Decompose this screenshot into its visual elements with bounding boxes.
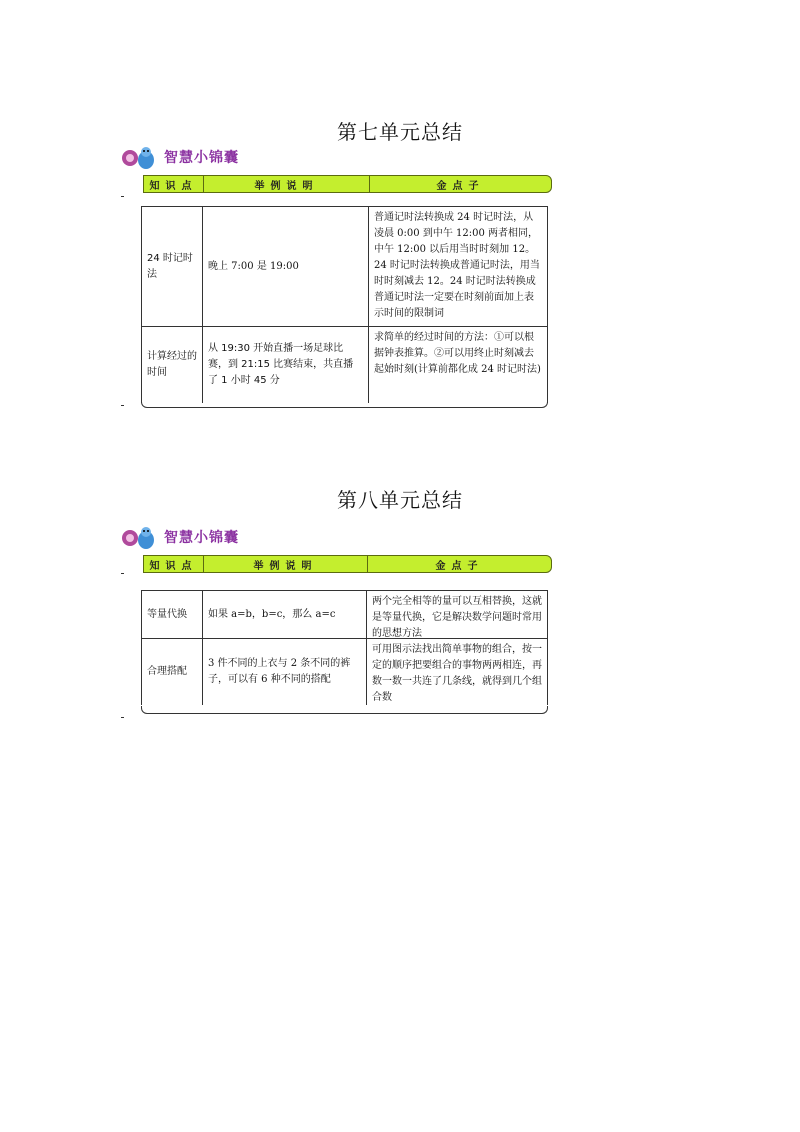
table-row	[142, 639, 547, 705]
table-header	[143, 555, 552, 573]
table-row	[142, 207, 547, 327]
summary-table	[141, 590, 548, 705]
cell-example: 3 件不同的上衣与 2 条不同的裤子，可以有 6 种不同的搭配	[203, 639, 367, 705]
cell-knowledge: 等量代换	[142, 591, 203, 638]
mascot-icon	[120, 144, 160, 170]
table-header	[143, 175, 552, 193]
logo	[120, 144, 239, 170]
divider	[121, 717, 124, 718]
mascot-icon	[120, 524, 160, 550]
logo-text: 智慧小锦囊	[164, 150, 239, 166]
logo-text: 智慧小锦囊	[164, 530, 239, 546]
table-row	[142, 591, 547, 639]
cell-knowledge: 24 时记时法	[142, 207, 203, 326]
cell-tip: 两个完全相等的量可以互相替换，这就是等量代换，它是解决数学问题时常用的思想方法	[372, 596, 542, 639]
table-bottom	[141, 400, 548, 408]
header-tip: 金点子	[435, 560, 484, 572]
table-bottom	[141, 706, 548, 714]
page-title: 第八单元总结	[337, 488, 463, 512]
logo	[120, 524, 239, 550]
cell-example: 晚上 7:00 是 19:00	[203, 207, 369, 326]
cell-knowledge: 计算经过的时间	[142, 327, 203, 403]
page-title: 第七单元总结	[337, 120, 463, 144]
header-tip: 金点子	[436, 180, 485, 192]
cell-example: 从 19:30 开始直播一场足球比赛，到 21:15 比赛结束，共直播了 1 小时 45 分	[203, 327, 369, 403]
cell-knowledge: 合理搭配	[142, 639, 203, 705]
cell-tip: 求简单的经过时间的方法：①可以根据钟表推算。②可以用终止时刻减去起始时刻(计算前都化成 24 时记时法)	[374, 332, 541, 375]
summary-table	[141, 206, 548, 403]
cell-example: 如果 a=b，b=c，那么 a=c	[203, 591, 367, 638]
header-knowledge: 知识点	[144, 176, 204, 192]
cell-tip: 可用图示法找出简单事物的组合，按一定的顺序把要组合的事物两两相连，再数一数一共连了几条线，就得到几个组合数	[372, 644, 542, 703]
divider	[121, 573, 124, 574]
divider	[121, 405, 124, 406]
header-example: 举例说明	[204, 556, 368, 572]
cell-tip: 普通记时法转换成 24 时记时法，从凌晨 0:00 到中午 12:00 两者相同，中午 12:00 以后用当时时刻加 12。24 时记时法转换成普通记时法，用当时时刻减去 12。24 时记时法转换成普通记时法一定要在时刻前面加上表示时间的限制词	[374, 212, 540, 319]
header-example: 举例说明	[204, 176, 370, 192]
table-row	[142, 327, 547, 403]
divider	[121, 196, 124, 197]
header-knowledge: 知识点	[144, 556, 204, 572]
